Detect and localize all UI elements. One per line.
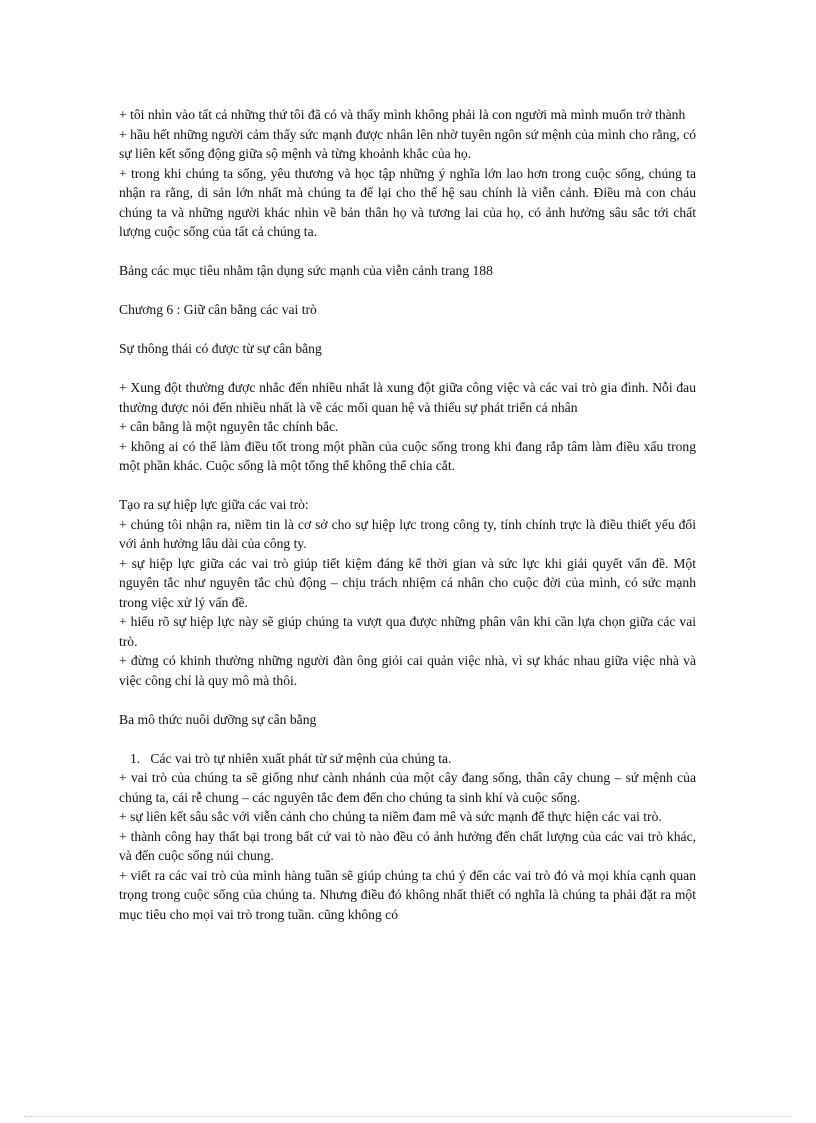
page-bottom-rule (24, 1116, 792, 1117)
paragraph: + chúng tôi nhận ra, niềm tin là cơ sở cho sự hiệp lực trong công ty, tính chính trực là điều thiết yếu đối với ảnh hưởng lâu dài của công ty. (119, 516, 696, 551)
paragraph: + sự hiệp lực giữa các vai trò giúp tiết kiệm đáng kể thời gian và sức lực khi giải quyết vấn đề. Một nguyên tắc như nguyên tắc chủ động – chịu trách nhiệm cá nhân cho cuộc đời của mình, có sức mạnh trong việc xử lý vấn đề. (119, 555, 696, 610)
paragraph: + tôi nhìn vào tất cả những thứ tôi đã có và thấy mình không phải là con người mà mình muốn trở thành (119, 107, 686, 122)
document-page (119, 105, 696, 924)
paragraph: + vai trò của chúng ta sẽ giống như cành nhánh của một cây đang sống, thân cây chung – sứ mệnh của chúng ta, cái rễ chung – các nguyên tắc đem đến cho chúng ta sinh khí và cuộc sống. (119, 770, 696, 805)
paragraph: + hầu hết những người cảm thấy sức mạnh được nhân lên nhờ tuyên ngôn sứ mệnh của mình cho rằng, có sự liên kết sống động giữa sộ mệnh và từng khoảnh khắc của họ. (119, 126, 696, 161)
section-heading: Sự thông thái có được từ sự cân bằng (119, 341, 322, 356)
chapter-title: Chương 6 : Giữ cân bằng các vai trò (119, 302, 317, 317)
section-heading: Tạo ra sự hiệp lực giữa các vai trò: (119, 497, 309, 512)
section-heading: Ba mô thức nuôi dưỡng sự cân bằng (119, 711, 317, 727)
paragraph: + viết ra các vai trò của mình hàng tuần sẽ giúp chúng ta chú ý đến các vai trò đó và mọi khía cạnh quan trọng trong cuộc sống của chúng ta. Nhưng điều đó không nhất thiết có nghĩa là chúng ta phải đặt ra một mục tiêu cho mọi vai trò trong tuần. cũng không có (119, 867, 696, 922)
paragraph: + hiểu rõ sự hiệp lực này sẽ giúp chúng ta vượt qua được những phân vân khi cần lựa chọn giữa các vai trò. (119, 614, 696, 649)
numbered-list-item (119, 749, 696, 769)
paragraph: + cân bằng là một nguyên tắc chính bắc. (119, 419, 339, 434)
list-text: Các vai trò tự nhiên xuất phát từ sứ mệnh của chúng ta. (150, 750, 452, 766)
paragraph: + không ai có thể làm điều tốt trong một phần của cuộc sống trong khi đang rắp tâm làm điều xấu trong một phần khác. Cuộc sống là một tổng thể không thể chia cắt. (119, 438, 696, 473)
paragraph: + sự liên kết sâu sắc với viễn cảnh cho chúng ta niềm đam mê và sức mạnh để thực hiện các vai trò. (119, 809, 662, 824)
list-number: 1. (130, 750, 141, 766)
paragraph: + thành công hay thất bại trong bất cứ vai tò nào đều có ảnh hưởng đến chất lượng của các vai trò khác, và đến cuộc sống núi chung. (119, 828, 696, 863)
paragraph: + Xung đột thường được nhắc đến nhiều nhất là xung đột giữa công việc và các vai trò gia đình. Nỗi đau thường được nói đến nhiều nhất là về các mối quan hệ và thiếu sự phát triển cá nhân (119, 380, 696, 415)
paragraph: + trong khi chúng ta sống, yêu thương và học tập những ý nghĩa lớn lao hơn trong cuộc sống, chúng ta nhận ra rằng, di sản lớn nhất mà chúng ta để lại cho thế hệ sau chính là viễn cảnh. Điều mà con cháu chúng ta và những người khác nhìn về bản thân họ và tương lai của họ, có ảnh hưởng sâu sắc tới chất lượng cuộc sống của tất cả chúng ta. (119, 165, 696, 239)
paragraph: + đừng có khinh thường những người đàn ông giỏi cai quản việc nhà, vì sự khác nhau giữa việc nhà và việc công chỉ là quy mô mà thôi. (119, 653, 696, 688)
table-reference: Bảng các mục tiêu nhằm tận dụng sức mạnh của viễn cảnh trang 188 (119, 263, 493, 278)
